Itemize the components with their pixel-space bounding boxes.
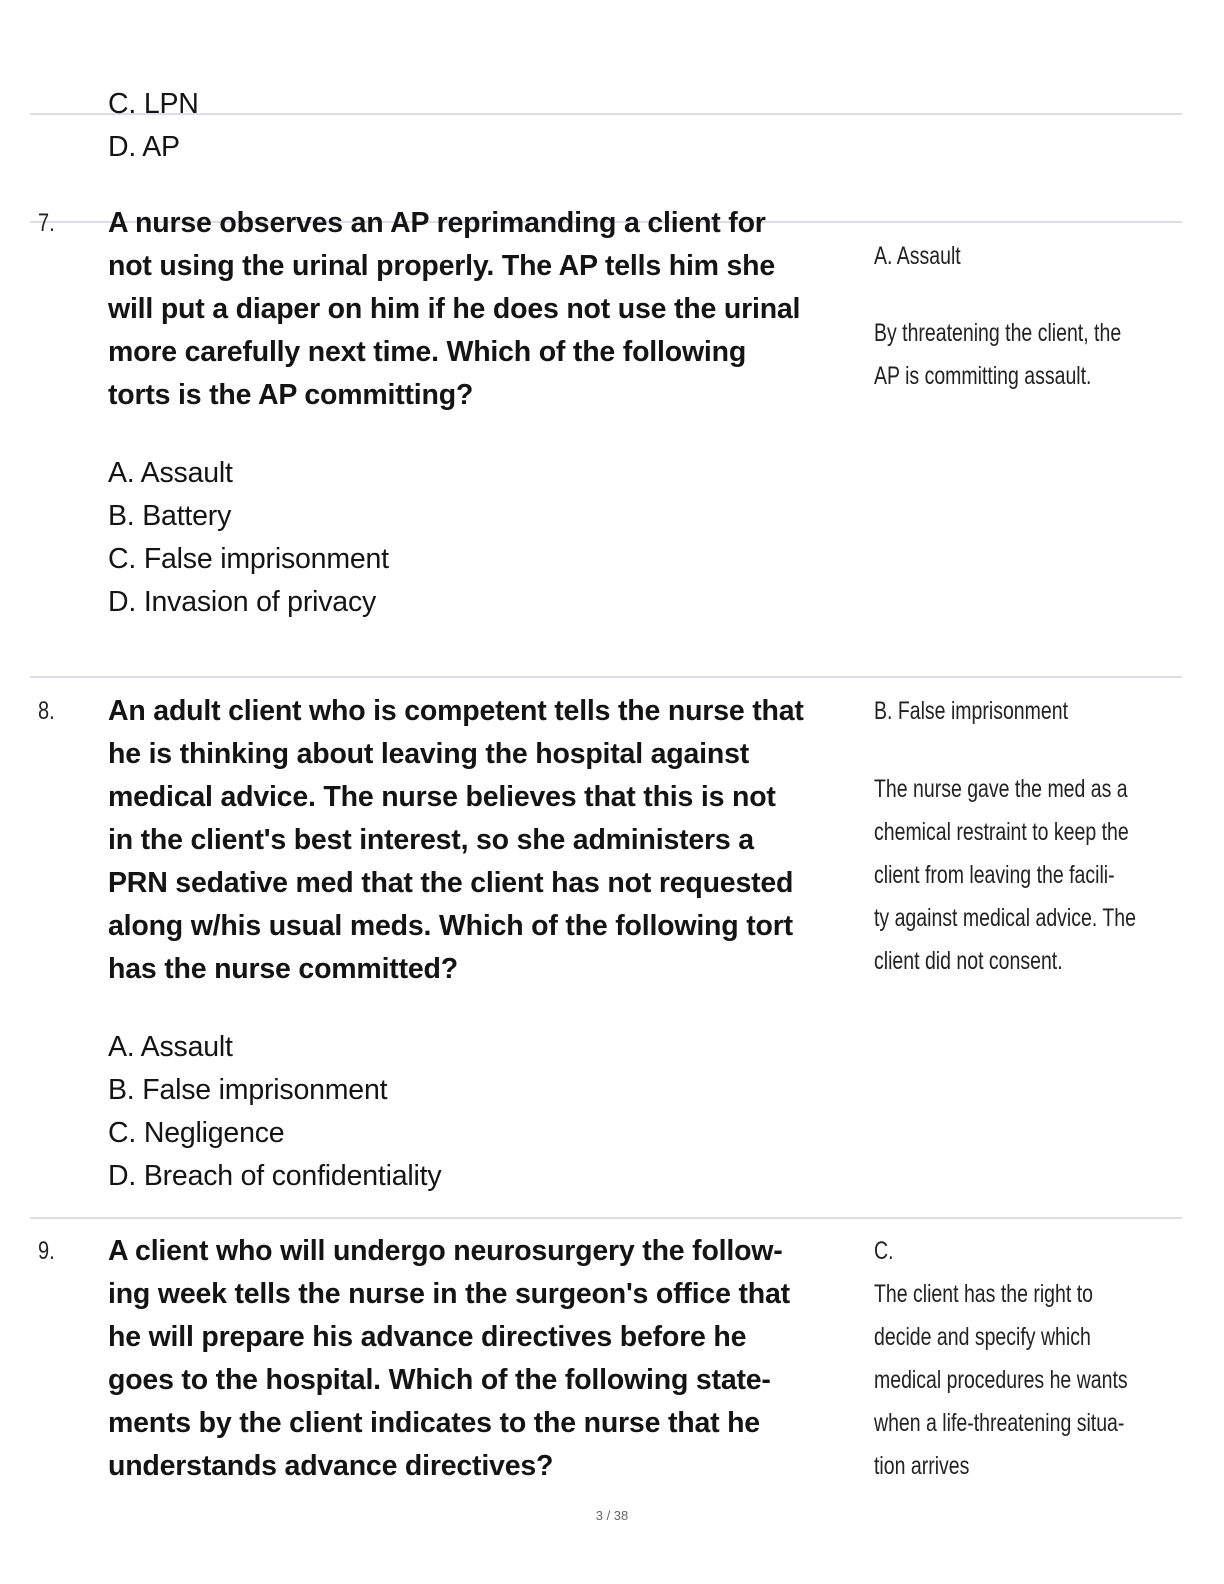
question-number: 8. [38, 697, 55, 725]
explanation-line: decide and specify which [874, 1323, 1091, 1351]
divider [30, 1217, 1182, 1219]
option: C. False imprisonment [108, 543, 389, 575]
question-line: he will prepare his advance directives before he [108, 1321, 747, 1353]
option: A. Assault [108, 457, 233, 489]
question-line: in the client's best interest, so she administers a [108, 824, 754, 856]
question-line: A nurse observes an AP reprimanding a client for [108, 207, 766, 239]
option: C. Negligence [108, 1117, 285, 1149]
explanation-line: when a life-threatening situa- [874, 1409, 1125, 1437]
question-number: 7. [38, 209, 55, 237]
question-line: he is thinking about leaving the hospital against [108, 738, 750, 770]
divider [30, 676, 1182, 678]
explanation-line: The client has the right to [874, 1280, 1093, 1308]
option: B. Battery [108, 500, 232, 532]
question-text [108, 1230, 790, 1488]
explanation-line: client did not consent. [874, 947, 1063, 975]
explanation-line: tion arrives [874, 1452, 970, 1480]
divider [30, 113, 1182, 115]
option: D. Invasion of privacy [108, 586, 377, 618]
explanation-line: The nurse gave the med as a [874, 775, 1128, 803]
question-line: PRN sedative med that the client has not requested [108, 867, 794, 899]
explanation-line: By threatening the client, the [874, 319, 1122, 347]
option: D. Breach of confidentiality [108, 1160, 442, 1192]
question-options [108, 452, 389, 624]
explanation-line: medical procedures he wants [874, 1366, 1128, 1394]
answer-label: C. [874, 1237, 894, 1265]
question-line: A client who will undergo neurosurgery the follow- [108, 1235, 783, 1267]
answer [874, 1230, 1128, 1488]
option: C. LPN [108, 88, 199, 120]
question-line: along w/his usual meds. Which of the following tort [108, 910, 793, 942]
option: D. AP [108, 131, 180, 163]
question-line: ing week tells the nurse in the surgeon's office that [108, 1278, 790, 1310]
question-line: torts is the AP committing? [108, 379, 474, 411]
explanation-line: client from leaving the facili- [874, 861, 1115, 889]
question-line: has the nurse committed? [108, 953, 458, 985]
option: B. False imprisonment [108, 1074, 388, 1106]
carryover-options [108, 83, 199, 169]
explanation-line: ty against medical advice. The [874, 904, 1136, 932]
question-line: understands advance directives? [108, 1450, 554, 1482]
explanation [874, 312, 1121, 398]
question-line: will put a diaper on him if he does not use the urinal [108, 293, 801, 325]
explanation-line: chemical restraint to keep the [874, 818, 1129, 846]
question-line: An adult client who is competent tells the nurse that [108, 695, 804, 727]
page-number: 3 / 38 [595, 1508, 629, 1523]
answer-label: A. Assault [874, 242, 961, 270]
explanation [874, 768, 1136, 983]
question-text [108, 690, 804, 991]
question-number: 9. [38, 1237, 55, 1265]
answer [874, 690, 1068, 733]
question-line: ments by the client indicates to the nurse that he [108, 1407, 760, 1439]
question-line: not using the urinal properly. The AP tells him she [108, 250, 776, 282]
explanation-line: AP is committing assault. [874, 362, 1092, 390]
option: A. Assault [108, 1031, 233, 1063]
question-line: medical advice. The nurse believes that this is not [108, 781, 776, 813]
answer-label: B. False imprisonment [874, 697, 1068, 725]
answer [874, 235, 961, 278]
question-options [108, 1026, 441, 1198]
question-text [108, 202, 800, 417]
question-line: goes to the hospital. Which of the following state- [108, 1364, 771, 1396]
question-line: more carefully next time. Which of the following [108, 336, 747, 368]
